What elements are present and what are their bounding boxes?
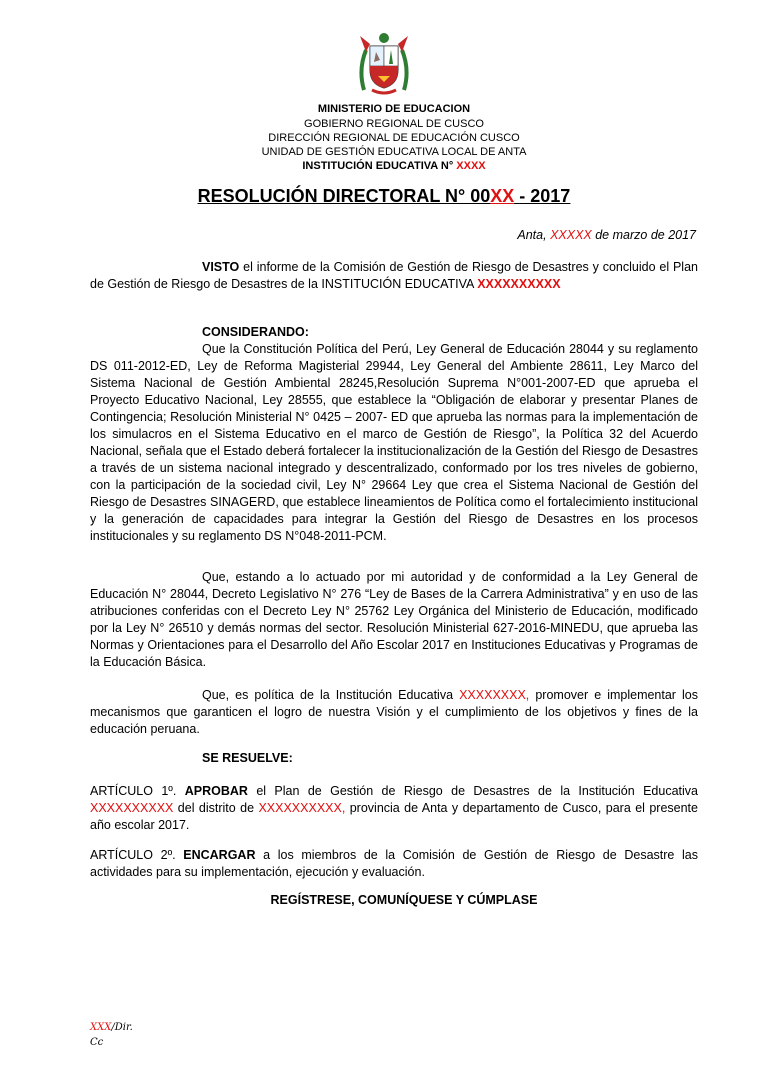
considerando-paragraph-2 [90,569,698,671]
considerando-paragraph-3 [90,687,698,738]
visto-text: el informe de la Comisión de Gestión de Riesgo de Desastres y concluido el Plan de Gestión de Riesgo de Desastres de la INSTITUCIÓN EDUCATIVA [90,260,698,291]
article-2 [90,847,698,881]
footer-ref-suffix: /Dir. [111,1022,133,1033]
considerando-p1-text: Que la Constitución Política del Perú, Ley General de Educación 28044 y su reglamento DS 011-2012-ED, Ley de Reforma Magisterial 29944, Ley General del Ambiente 28611, Ley Marco del Sistema Nacional de Gestión Ambiental 28245,Resolución Suprema N°001-2007-ED que aprueba el Proyecto Educativo Nacional, Ley 28555, que establece la “Obligación de elaborar y presentar Planes de Contingencia; Resolución Ministerial N° 0425 – 2007- ED que aprueba las normas para la implementación de los simulacros en el Sistema Educativo en el marco de Gestión de Riesgo”, la Política 32 del Acuerdo Nacional, señala que el Estado deberá fortalecer la institucionalización de la Gestión del Riesgo de Desastres a través de un sistema nacional integrado y descentralizado, conformado por los tres niveles de gobierno, con la participación de la sociedad civil, Ley N° 29664 Ley que crea el Sistema Nacional de Gestión del Riesgo de Desastres SINAGERD, que establece lineamientos de Política como el fortalecimiento institucional y la generación de capacidades para integrar la Gestión del Riesgo de Desastres en los procesos institucionales y su reglamento DS N°048-2011-PCM. [90,342,698,543]
date-rest: de marzo de 2017 [595,228,696,242]
article-1-text-2: del distrito de [177,801,255,815]
title-number-placeholder: XX [490,186,515,206]
peru-coat-of-arms-icon [356,30,412,98]
title-year: - 2017 [519,186,571,206]
institution-prefix: INSTITUCIÓN EDUCATIVA N° [302,160,454,172]
considerando-p3-placeholder: XXXXXXXX, [459,688,530,702]
title-prefix: RESOLUCIÓN DIRECTORAL N° 00 [197,186,491,206]
considerando-p3-end: promover e implementar los mecanismos que garanticen el logro de nuestra Visión y el cumplimiento de los objetivos y fines de la educación peruana. [90,688,698,736]
footer-cc: Cc [90,1037,104,1048]
closing-formula: REGÍSTRESE, COMUNÍQUESE Y CÚMPLASE [270,893,538,907]
institution-heading [10,160,768,173]
date-place: Anta, [517,228,547,242]
article-1-institution-placeholder: XXXXXXXXXX [90,801,174,815]
institution-number-placeholder: XXXX [456,160,486,172]
regional-direction-heading: DIRECCIÓN REGIONAL DE EDUCACIÓN CUSCO [268,132,520,144]
considerando-paragraph-1 [90,341,698,545]
article-1-verb: APROBAR [184,784,248,798]
regional-government-heading: GOBIERNO REGIONAL DE CUSCO [304,118,484,130]
article-1 [90,783,698,834]
article-1-prefix: ARTÍCULO 1º. [90,784,177,798]
document-date [517,228,696,242]
ugel-heading: UNIDAD DE GESTIÓN EDUCATIVA LOCAL DE ANTA [261,146,527,158]
article-1-text-1: el Plan de Gestión de Riesgo de Desastres de la Institución Educativa [256,784,698,798]
date-day-placeholder: XXXXX [550,228,592,242]
considerando-p2-text: Que, estando a lo actuado por mi autoridad y de conformidad a la Ley General de Educación N° 28044, Decreto Legislativo N° 276 “Ley de Bases de la Carrera Administrativa” y en uso de las atribuciones conferidas con el Decreto Ley N° 25762 Ley Orgánica del Ministerio de Educación, modificado por la Ley N° 26510 y demás normas del sector. Resolución Ministerial 627-2016-MINEDU, que aprueba las Normas y Orientaciones para el Desarrollo del Año Escolar 2017 en Instituciones Educativas y Programas de la Educación Básica. [90,570,698,669]
article-1-district-placeholder: XXXXXXXXXX, [258,801,346,815]
article-2-text: a los miembros de la Comisión de Gestión de Riesgo de Desastre las actividades para su implementación, ejecución y evaluación. [90,848,698,879]
considerando-heading: CONSIDERANDO: [202,325,309,339]
article-2-prefix: ARTÍCULO 2º. [90,848,176,862]
resolution-title [0,186,768,207]
visto-institution-placeholder: XXXXXXXXXX [477,277,561,291]
considerando-p3-start: Que, es política de la Institución Educativa [202,688,454,702]
article-2-verb: ENCARGAR [183,848,256,862]
footer-ref-placeholder: XXX [90,1022,112,1033]
visto-label: VISTO [202,260,240,274]
ministry-heading: MINISTERIO DE EDUCACION [317,103,471,115]
article-1-text-3: provincia de Anta y departamento de Cusco, para el presente año escolar 2017. [90,801,698,832]
visto-paragraph [90,259,698,293]
footer-reference [90,1022,133,1033]
se-resuelve-heading: SE RESUELVE: [202,751,293,765]
